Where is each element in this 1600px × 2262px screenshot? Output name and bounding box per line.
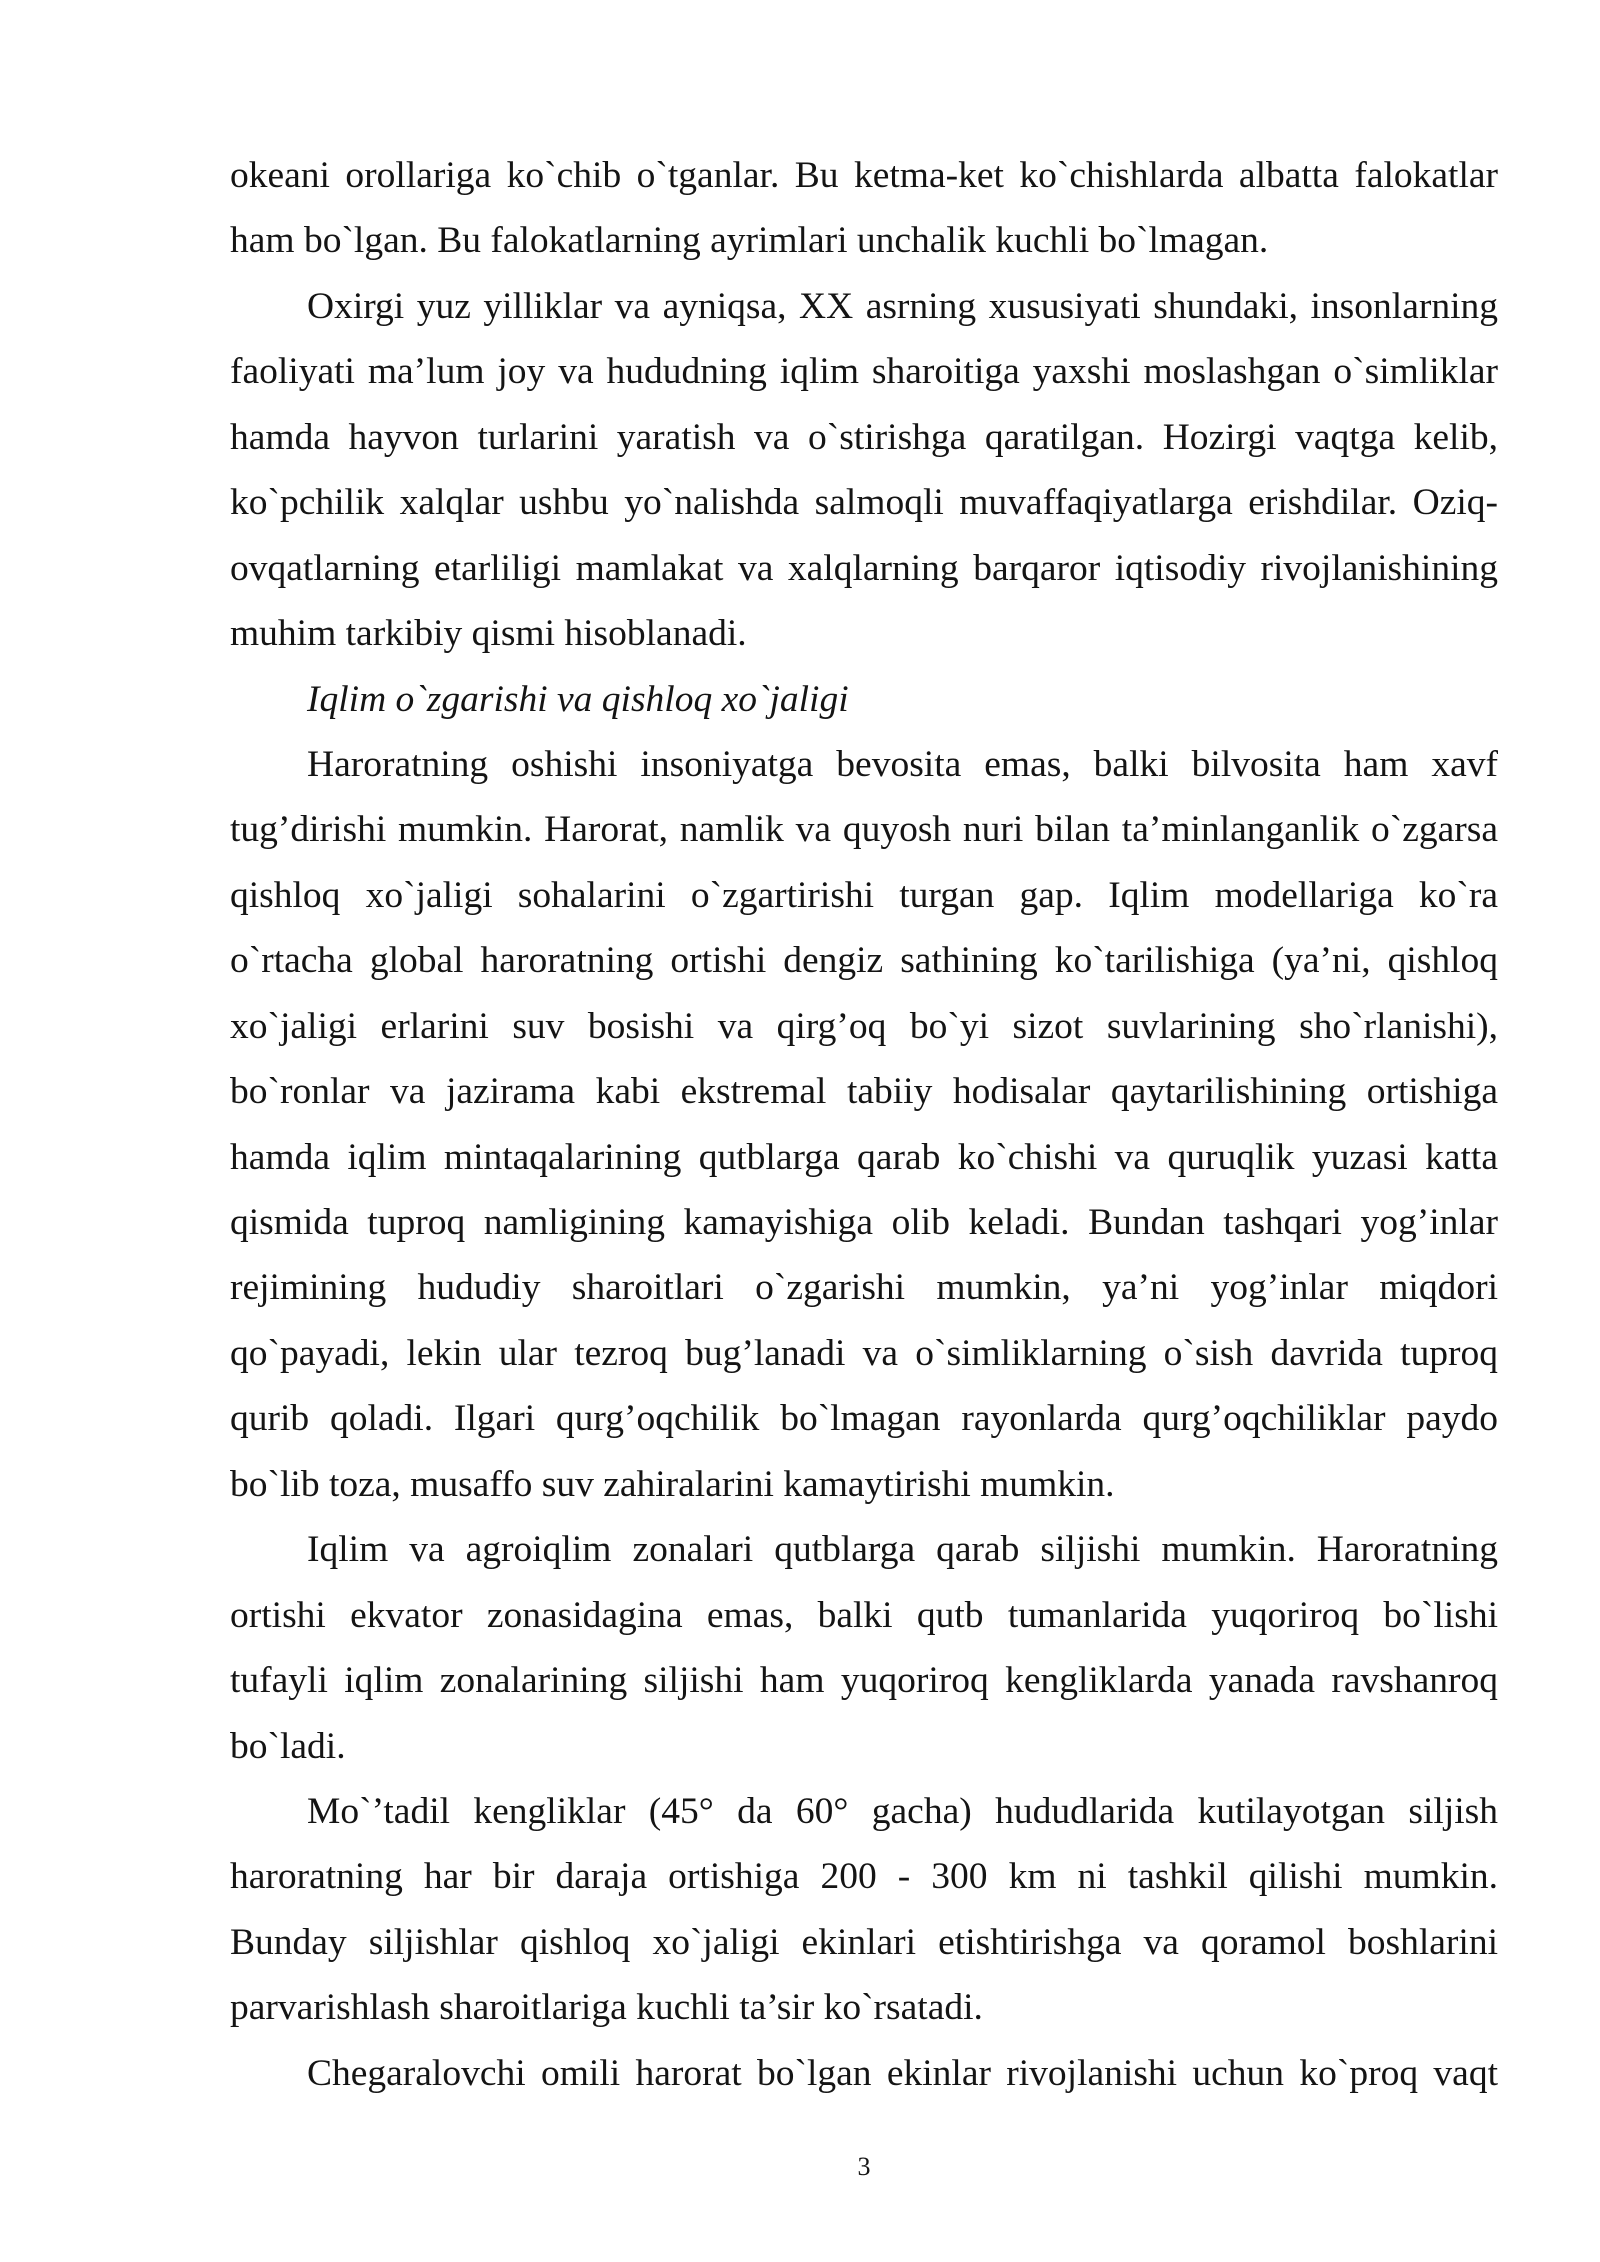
page-body	[230, 143, 1498, 2106]
text-line: Chegaralovchi omili harorat bo`lgan ekinlar rivojlanishi uchun ko`proq vaqt	[307, 2052, 1498, 2094]
text-line: ovqatlarning etarliligi mamlakat va xalqlarning barqaror iqtisodiy rivojlanishining	[230, 547, 1498, 589]
body-paragraph	[230, 1517, 1498, 1779]
text-line: tug’dirishi mumkin. Harorat, namlik va quyosh nuri bilan ta’minlanganlik o`zgarsa	[230, 809, 1498, 851]
text-line: Iqlim va agroiqlim zonalari qutblarga qarab siljishi mumkin. Haroratning	[307, 1529, 1498, 1571]
body-paragraph	[230, 274, 1498, 667]
text-line: bo`ronlar va jazirama kabi ekstremal tabiiy hodisalar qaytarilishining ortishiga	[230, 1071, 1498, 1113]
text-line: qismida tuproq namligining kamayishiga olib keladi. Bundan tashqari yog’inlar	[230, 1202, 1498, 1243]
text-line: qishloq xo`jaligi sohalarini o`zgartirishi turgan gap. Iqlim modellariga ko`ra	[230, 874, 1498, 916]
text-line: ham bo`lgan. Bu falokatlarning ayrimlari unchalik kuchli bo`lmagan.	[230, 220, 1269, 262]
page-number: 3	[857, 2152, 871, 2181]
text-line: Oxirgi yuz yilliklar va ayniqsa, XX asrning xususiyati shundaki, insonlarning	[307, 285, 1498, 327]
text-line: Bunday siljishlar qishloq xo`jaligi ekinlari etishtirishga va qoramol boshlarini	[230, 1921, 1498, 1963]
text-line: rejimining hududiy sharoitlari o`zgarishi mumkin, ya’ni yog’inlar miqdori	[230, 1267, 1498, 1309]
text-line: bo`ladi.	[230, 1725, 346, 1767]
text-line: ortishi ekvator zonasidagina emas, balki qutb tumanlarida yuqoriroq bo`lishi	[230, 1594, 1498, 1636]
text-line: ko`pchilik xalqlar ushbu yo`nalishda salmoqli muvaffaqiyatlarga erishdilar. Oziq-	[230, 482, 1498, 524]
text-line: muhim tarkibiy qismi hisoblanadi.	[230, 613, 747, 655]
text-line: faoliyati ma’lum joy va hududning iqlim sharoitiga yaxshi moslashgan o`simliklar	[230, 351, 1498, 393]
text-line: Haroratning oshishi insoniyatga bevosita emas, balki bilvosita ham xavf	[307, 743, 1498, 785]
section-heading: Iqlim o`zgarishi va qishloq xo`jaligi	[307, 678, 849, 720]
text-line: bo`lib toza, musaffo suv zahiralarini kamaytirishi mumkin.	[230, 1463, 1115, 1505]
body-paragraph	[230, 2041, 1498, 2106]
text-line: xo`jaligi erlarini suv bosishi va qirg’oq bo`yi sizot suvlarining sho`rlanishi),	[230, 1005, 1498, 1047]
body-paragraph	[230, 732, 1498, 1517]
text-line: o`rtacha global haroratning ortishi dengiz sathining ko`tarilishiga (ya’ni, qishloq	[230, 940, 1498, 982]
text-line: okeani orollariga ko`chib o`tganlar. Bu ketma-ket ko`chishlarda albatta falokatlar	[230, 155, 1498, 196]
body-paragraph	[230, 143, 1498, 274]
text-line: qurib qoladi. Ilgari qurg’oqchilik bo`lmagan rayonlarda qurg’oqchiliklar paydo	[230, 1398, 1498, 1440]
text-line: qo`payadi, lekin ular tezroq bug’lanadi va o`simliklarning o`sish davrida tuproq	[230, 1332, 1498, 1374]
text-line: hamda hayvon turlarini yaratish va o`stirishga qaratilgan. Hozirgi vaqtga kelib,	[230, 416, 1498, 458]
text-line: haroratning har bir daraja ortishiga 200 - 300 km ni tashkil qilishi mumkin.	[230, 1856, 1498, 1898]
text-line: parvarishlash sharoitlariga kuchli ta’sir ko`rsatadi.	[230, 1987, 983, 2029]
text-line: hamda iqlim mintaqalarining qutblarga qarab ko`chishi va quruqlik yuzasi katta	[230, 1136, 1498, 1178]
text-line: tufayli iqlim zonalarining siljishi ham yuqoriroq kengliklarda yanada ravshanroq	[230, 1660, 1498, 1702]
text-line: Mo`’tadil kengliklar (45° da 60° gacha) hududlarida kutilayotgan siljish	[307, 1790, 1498, 1832]
body-paragraph	[230, 1779, 1498, 2041]
